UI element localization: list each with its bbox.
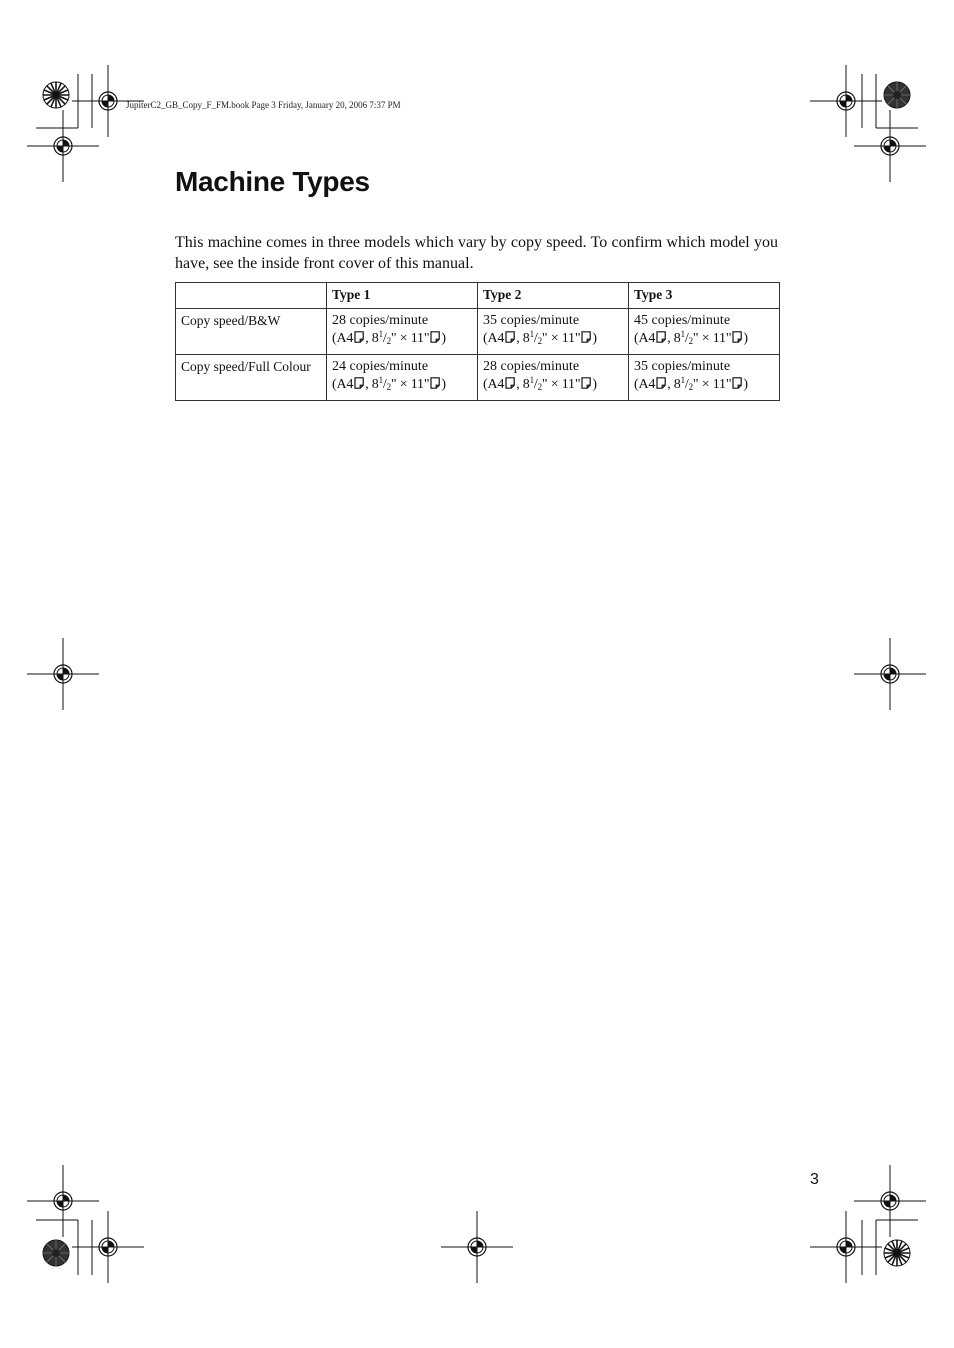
- portrait-paper-icon: [430, 377, 440, 389]
- row-label: Copy speed/Full Colour: [176, 355, 327, 401]
- registration-crosshair-icon: [441, 1211, 513, 1283]
- paper-format: (A4 , $8^1/_2$" × 11" ): [634, 375, 748, 392]
- speed-value: 35 copies/minute: [483, 313, 580, 328]
- registration-crosshair-icon: [810, 65, 882, 137]
- portrait-paper-icon: [354, 377, 364, 389]
- table-header-type-3: Type 3: [629, 283, 780, 309]
- registration-crosshair-icon: [854, 1165, 926, 1237]
- registration-crosshair-icon: [854, 110, 926, 182]
- table-header-type-1: Type 1: [327, 283, 478, 309]
- table-cell: [478, 355, 629, 401]
- portrait-paper-icon: [732, 377, 742, 389]
- portrait-paper-icon: [505, 331, 515, 343]
- starburst-target-icon: [43, 82, 69, 108]
- starburst-target-icon: [43, 1240, 69, 1266]
- portrait-paper-icon: [656, 331, 666, 343]
- table-row: [176, 355, 780, 401]
- book-header-note: JupiterC2_GB_Copy_F_FM.book Page 3 Friday, January 20, 2006 7:37 PM: [126, 100, 401, 110]
- table-header-row: [176, 283, 780, 309]
- speed-value: 24 copies/minute: [332, 359, 429, 374]
- table-header-cell-blank: [176, 283, 327, 309]
- starburst-target-icon: [884, 82, 910, 108]
- speed-value: 35 copies/minute: [634, 359, 731, 374]
- paper-format: (A4 , $8^1/_2$" × 11" ): [332, 329, 446, 346]
- intro-paragraph: This machine comes in three models which vary by copy speed. To confirm which model you have, see the inside front cover of this manual.: [175, 234, 778, 272]
- portrait-paper-icon: [354, 331, 364, 343]
- speed-value: 28 copies/minute: [483, 359, 580, 374]
- table-cell: [629, 309, 780, 355]
- table-row: [176, 309, 780, 355]
- table-cell: [629, 355, 780, 401]
- paper-format: (A4 , $8^1/_2$" × 11" ): [483, 375, 597, 392]
- paper-format: (A4 , $8^1/_2$" × 11" ): [483, 329, 597, 346]
- registration-crosshair-icon: [854, 638, 926, 710]
- table-cell: [478, 309, 629, 355]
- registration-crosshair-icon: [27, 110, 99, 182]
- table-header-type-2: Type 2: [478, 283, 629, 309]
- speed-value: 28 copies/minute: [332, 313, 429, 328]
- portrait-paper-icon: [581, 377, 591, 389]
- speed-value: 45 copies/minute: [634, 313, 731, 328]
- portrait-paper-icon: [732, 331, 742, 343]
- table-cell: [327, 355, 478, 401]
- portrait-paper-icon: [581, 331, 591, 343]
- registration-crosshair-icon: [72, 1211, 144, 1283]
- portrait-paper-icon: [430, 331, 440, 343]
- page-number: 3: [810, 1171, 819, 1188]
- paper-format: (A4 , $8^1/_2$" × 11" ): [634, 329, 748, 346]
- paper-format: (A4 , $8^1/_2$" × 11" ): [332, 375, 446, 392]
- row-label: Copy speed/B&W: [176, 309, 327, 355]
- registration-crosshair-icon: [27, 1165, 99, 1237]
- registration-crosshair-icon: [27, 638, 99, 710]
- machine-types-table: [175, 282, 780, 401]
- starburst-target-icon: [884, 1240, 910, 1266]
- portrait-paper-icon: [656, 377, 666, 389]
- portrait-paper-icon: [505, 377, 515, 389]
- registration-crosshair-icon: [810, 1211, 882, 1283]
- page-title: Machine Types: [175, 166, 370, 197]
- table-cell: [327, 309, 478, 355]
